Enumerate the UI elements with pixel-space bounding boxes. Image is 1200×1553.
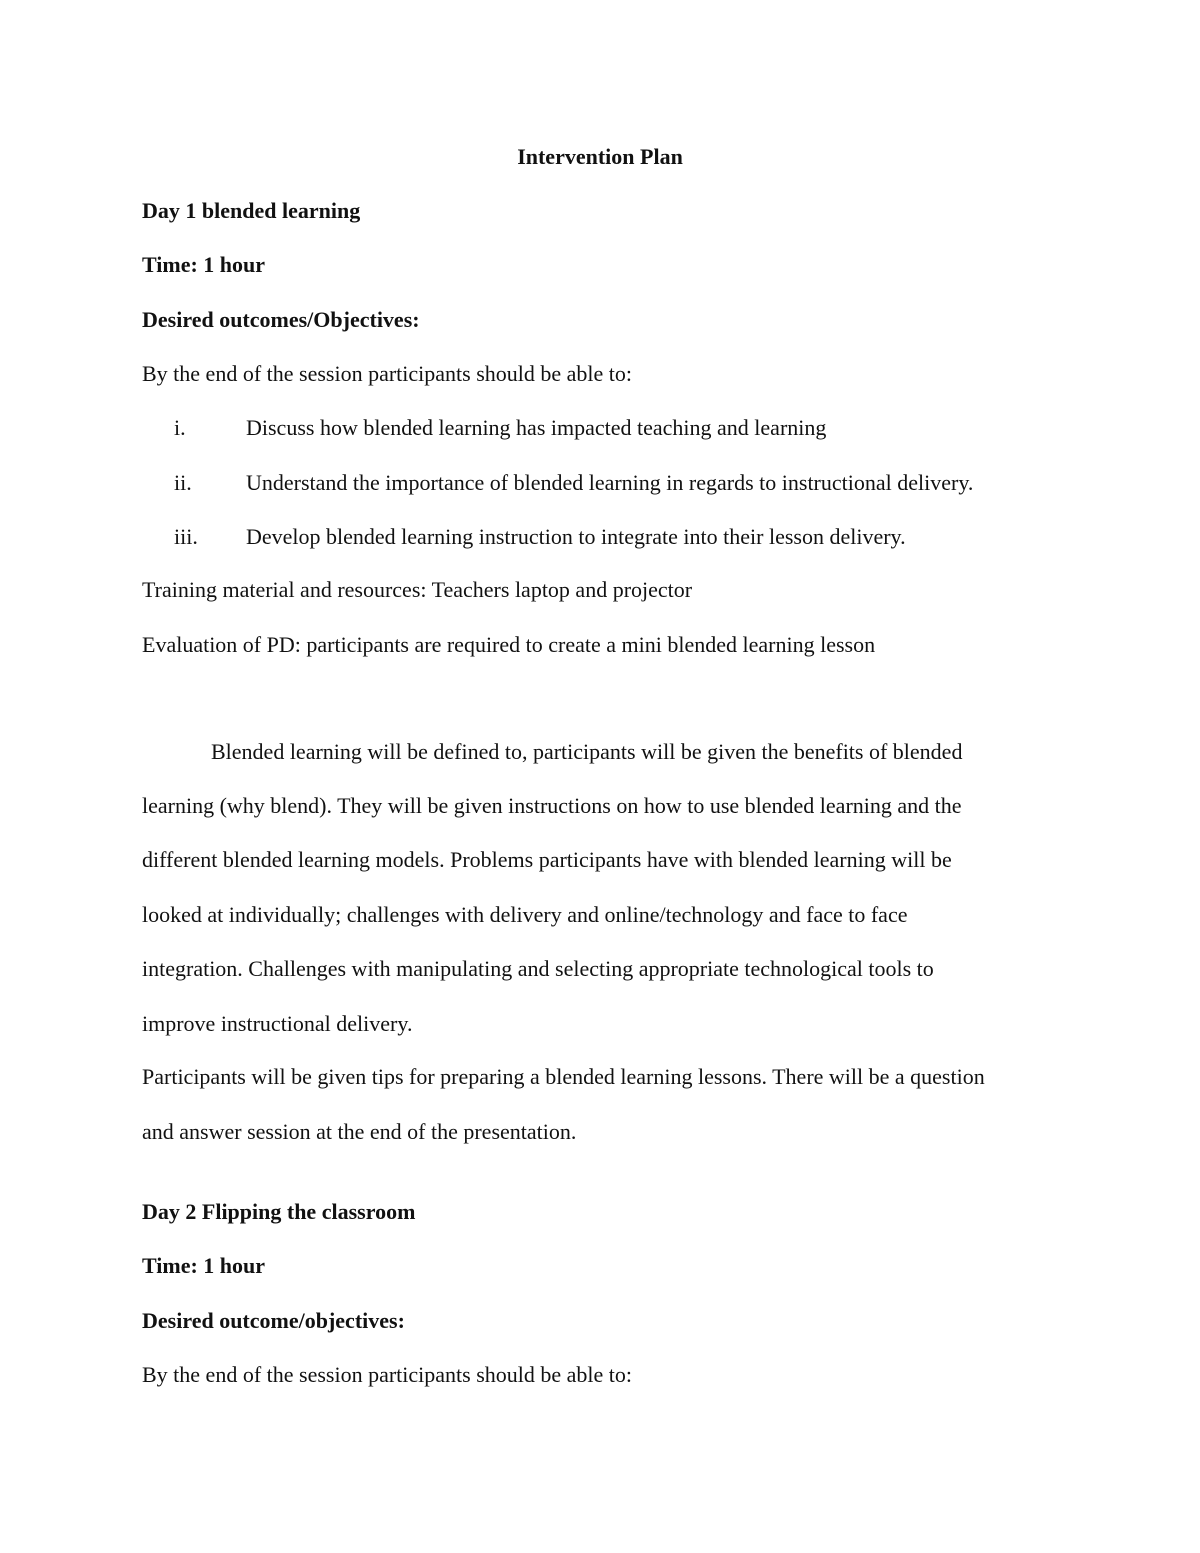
objective-number: ii. [174,470,192,495]
objective-number: i. [174,415,186,440]
day2-time: Time: 1 hour [142,1253,266,1278]
day1-heading: Day 1 blended learning [142,198,361,223]
day1-objectives-heading: Desired outcomes/Objectives: [142,307,420,332]
day1-intro: By the end of the session participants should be able to: [142,361,633,386]
day1-time: Time: 1 hour [142,252,266,277]
objective-text: Understand the importance of blended learning in regards to instructional delivery. [246,470,974,495]
evaluation: Evaluation of PD: participants are required to create a mini blended learning lesson [142,632,876,657]
paragraph-line: learning (why blend). They will be given instructions on how to use blended learning and the [142,793,962,818]
objective-text: Discuss how blended learning has impacted teaching and learning [246,415,827,440]
paragraph-line: integration. Challenges with manipulating and selecting appropriate technological tools to [142,956,934,981]
document-title: Intervention Plan [517,144,683,169]
objective-text: Develop blended learning instruction to integrate into their lesson delivery. [246,524,906,549]
training-material: Training material and resources: Teachers laptop and projector [142,577,693,602]
paragraph-line: and answer session at the end of the presentation. [142,1119,577,1144]
paragraph-line: looked at individually; challenges with delivery and online/technology and face to face [142,902,908,927]
day2-heading: Day 2 Flipping the classroom [142,1199,416,1224]
paragraph-line: Blended learning will be defined to, participants will be given the benefits of blended [211,739,963,764]
paragraph-line: Participants will be given tips for preparing a blended learning lessons. There will be a question [142,1064,985,1089]
day2-objectives-heading: Desired outcome/objectives: [142,1308,405,1333]
objective-number: iii. [174,524,198,549]
day2-intro: By the end of the session participants should be able to: [142,1362,633,1387]
paragraph-line: different blended learning models. Problems participants have with blended learning will be [142,847,952,872]
paragraph-line: improve instructional delivery. [142,1011,413,1036]
